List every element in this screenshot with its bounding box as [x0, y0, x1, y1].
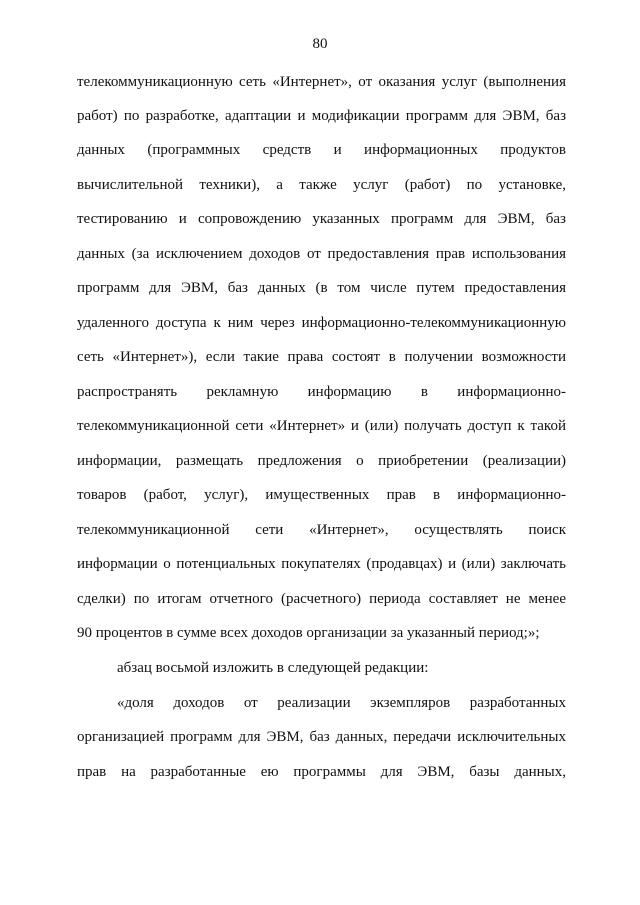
- text-line: товаров (работ, услуг), имущественных прав в информационно-: [77, 487, 566, 503]
- text-line: 90 процентов в сумме всех доходов организации за указанный период;»;: [77, 625, 540, 641]
- text-line: телекоммуникационной сети «Интернет» и (или) получать доступ к такой: [77, 418, 566, 434]
- text-line: информации о потенциальных покупателях (продавцах) и (или) заключать: [77, 556, 566, 572]
- text-line: тестированию и сопровождению указанных программ для ЭВМ, баз: [77, 211, 566, 227]
- text-line: удаленного доступа к ним через информационно-телекоммуникационную: [77, 315, 566, 331]
- quote-line: «доля доходов от реализации экземпляров разработанных: [117, 695, 566, 711]
- text-line: программ для ЭВМ, баз данных (в том числе путем предоставления: [77, 280, 566, 296]
- text-line: сделки) по итогам отчетного (расчетного) периода составляет не менее: [77, 591, 566, 607]
- paragraph-line: абзац восьмой изложить в следующей редакции:: [117, 660, 429, 676]
- text-line: сеть «Интернет»), если такие права состоят в получении возможности: [77, 349, 566, 365]
- text-line: информации, размещать предложения о приобретении (реализации): [77, 453, 566, 469]
- text-line: прав на разработанные ею программы для ЭВМ, базы данных,: [77, 764, 566, 780]
- text-line: телекоммуникационной сети «Интернет», осуществлять поиск: [77, 522, 566, 538]
- page-number: 80: [312, 36, 328, 52]
- text-line: организацией программ для ЭВМ, баз данных, передачи исключительных: [77, 729, 566, 745]
- text-line: работ) по разработке, адаптации и модификации программ для ЭВМ, баз: [77, 108, 566, 124]
- text-line: вычислительной техники), а также услуг (работ) по установке,: [77, 177, 566, 193]
- text-line: распространять рекламную информацию в информационно-: [77, 384, 566, 400]
- text-line: данных (программных средств и информационных продуктов: [77, 142, 566, 158]
- text-line: телекоммуникационную сеть «Интернет», от оказания услуг (выполнения: [77, 74, 566, 90]
- text-line: данных (за исключением доходов от предоставления прав использования: [77, 246, 566, 262]
